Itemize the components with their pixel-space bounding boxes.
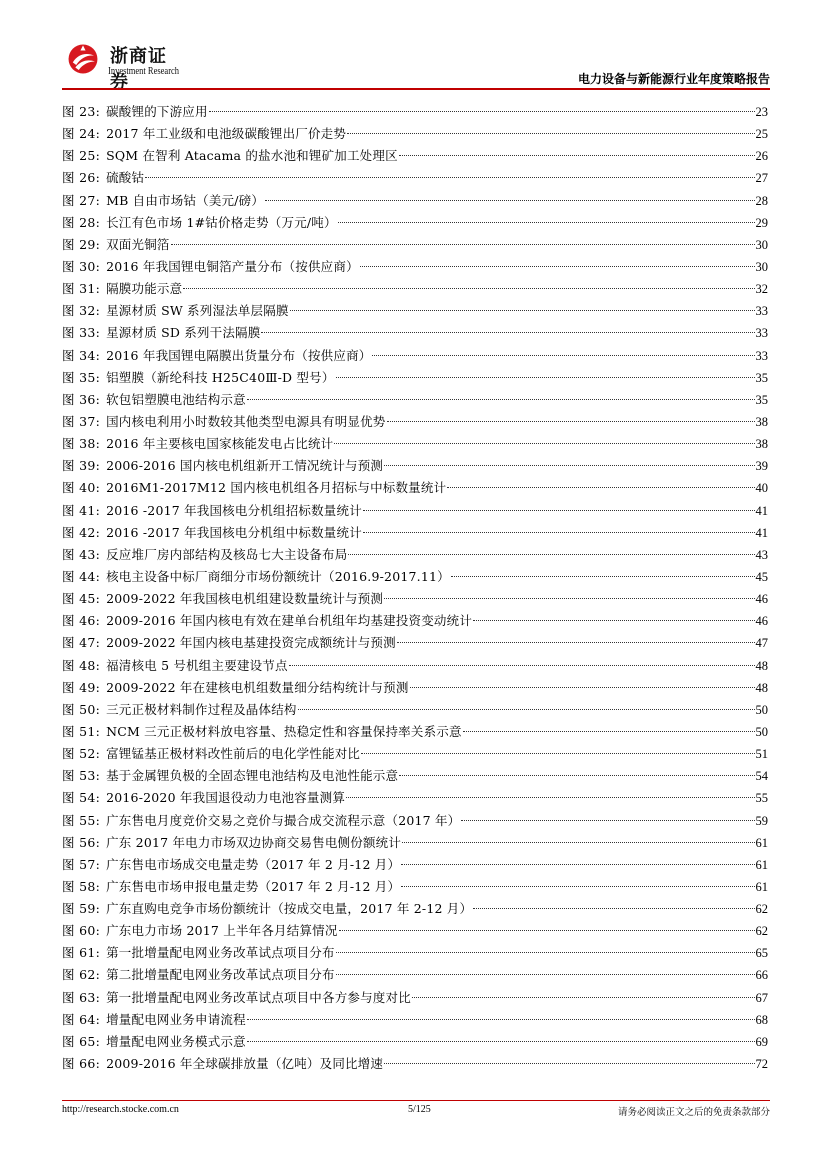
- toc-entry-page: 29: [755, 215, 768, 230]
- toc-entry-label: 图 64:: [62, 1011, 101, 1027]
- toc-entry-page: 41: [755, 525, 768, 540]
- toc-entry-page: 39: [755, 459, 768, 474]
- toc-dot-leader: [410, 687, 755, 688]
- toc-entry-title: 2009-2022 年在建核电机组数量细分结构统计与预测: [106, 679, 409, 695]
- toc-entry-page: 35: [755, 370, 768, 385]
- toc-entry[interactable]: [62, 212, 768, 234]
- toc-dot-leader: [290, 310, 755, 311]
- toc-entry-label: 图 62:: [62, 967, 101, 983]
- toc-entry-title: 核电主设备中标厂商细分市场份额统计（2016.9-2017.11）: [106, 568, 450, 584]
- toc-dot-leader: [463, 731, 755, 732]
- toc-entry-title: 2009-2016 年全球碳排放量（亿吨）及同比增速: [106, 1056, 384, 1072]
- toc-entry-label: 图 44:: [62, 568, 101, 584]
- toc-entry[interactable]: [62, 190, 768, 212]
- toc-entry-title: MB 自由市场钴（美元/磅）: [106, 192, 265, 208]
- toc-entry-title: 2009-2022 年国内核电基建投资完成额统计与预测: [106, 635, 396, 651]
- toc-entry-page: 33: [755, 304, 768, 319]
- toc-dot-leader: [384, 1063, 754, 1064]
- toc-entry[interactable]: [62, 876, 768, 898]
- toc-dot-leader: [361, 753, 754, 754]
- toc-entry-label: 图 30:: [62, 258, 101, 274]
- toc-dot-leader: [360, 266, 755, 267]
- toc-dot-leader: [473, 908, 754, 909]
- toc-entry[interactable]: [62, 920, 768, 942]
- toc-entry-title: 2016 年我国锂电隔膜出货量分布（按供应商）: [106, 347, 372, 363]
- toc-entry-page: 61: [755, 857, 768, 872]
- toc-entry-title: 星源材质 SD 系列干法隔膜: [106, 325, 261, 341]
- toc-entry-page: 43: [755, 547, 768, 562]
- toc-entry-page: 67: [755, 990, 768, 1005]
- toc-dot-leader: [336, 952, 755, 953]
- toc-entry[interactable]: [62, 522, 768, 544]
- toc-dot-leader: [338, 222, 755, 223]
- toc-entry-title: NCM 三元正极材料放电容量、热稳定性和容量保持率关系示意: [106, 723, 462, 739]
- toc-entry[interactable]: [62, 610, 768, 632]
- toc-dot-leader: [363, 532, 755, 533]
- toc-entry-label: 图 47:: [62, 635, 101, 651]
- toc-entry-title: 碳酸锂的下游应用: [106, 104, 208, 119]
- toc-entry-label: 图 63:: [62, 989, 101, 1005]
- toc-entry-label: 图 33:: [62, 325, 101, 341]
- toc-entry-label: 图 25:: [62, 148, 101, 164]
- toc-entry-page: 45: [755, 569, 768, 584]
- logo-company-name: 浙商证券: [110, 46, 167, 93]
- toc-entry-label: 图 36:: [62, 391, 101, 407]
- toc-entry-title: 2016 年我国锂电铜箔产量分布（按供应商）: [106, 258, 359, 274]
- toc-entry-label: 图 34:: [62, 347, 101, 363]
- toc-entry-label: 图 37:: [62, 413, 101, 429]
- toc-entry-page: 51: [755, 747, 768, 762]
- toc-entry-title: SQM 在智利 Atacama 的盐水池和锂矿加工处理区: [106, 148, 398, 164]
- toc-entry-label: 图 55:: [62, 812, 101, 828]
- toc-entry-page: 30: [755, 237, 768, 252]
- toc-dot-leader: [399, 155, 755, 156]
- page-footer: [62, 1104, 770, 1120]
- toc-entry[interactable]: [62, 765, 768, 787]
- toc-entry-title: 广东 2017 年电力市场双边协商交易售电侧份额统计: [106, 834, 402, 850]
- toc-entry-page: 55: [755, 791, 768, 806]
- toc-entry[interactable]: [62, 256, 768, 278]
- toc-entry-title: 第二批增量配电网业务改革试点项目分布: [106, 967, 335, 983]
- toc-entry-title: 广东电力市场 2017 上半年各月结算情况: [106, 923, 338, 939]
- toc-entry-title: 广东售电月度竞价交易之竞价与撮合成交流程示意（2017 年）: [106, 812, 461, 828]
- toc-entry-title: 增量配电网业务申请流程: [106, 1011, 246, 1027]
- figure-list: [62, 101, 768, 1075]
- toc-entry-page: 46: [755, 614, 768, 629]
- toc-entry[interactable]: [62, 278, 768, 300]
- toc-entry-page: 54: [755, 769, 768, 784]
- toc-dot-leader: [183, 288, 754, 289]
- toc-entry[interactable]: [62, 322, 768, 344]
- toc-entry-label: 图 41:: [62, 502, 101, 518]
- footer-divider: [62, 1100, 770, 1101]
- toc-entry-page: 62: [755, 902, 768, 917]
- toc-entry-title: 2016 -2017 年我国核电分机组招标数量统计: [106, 502, 362, 518]
- toc-dot-leader: [265, 200, 754, 201]
- toc-dot-leader: [261, 332, 754, 333]
- toc-dot-leader: [247, 1041, 755, 1042]
- toc-entry-title: 福清核电 5 号机组主要建设节点: [106, 657, 288, 673]
- toc-entry[interactable]: [62, 898, 768, 920]
- toc-entry-title: 星源材质 SW 系列湿法单层隔膜: [106, 303, 289, 319]
- toc-entry-page: 69: [755, 1034, 768, 1049]
- toc-entry[interactable]: [62, 964, 768, 986]
- toc-dot-leader: [346, 797, 754, 798]
- toc-dot-leader: [384, 598, 754, 599]
- toc-entry-page: 50: [755, 702, 768, 717]
- toc-entry-page: 38: [755, 414, 768, 429]
- toc-entry[interactable]: [62, 810, 768, 832]
- toc-entry[interactable]: [62, 1031, 768, 1053]
- toc-entry-page: 23: [755, 105, 768, 119]
- toc-entry-label: 图 45:: [62, 591, 101, 607]
- toc-entry-label: 图 39:: [62, 458, 101, 474]
- toc-entry-title: 硫酸钴: [106, 170, 145, 186]
- toc-entry-title: 反应堆厂房内部结构及核岛七大主设备布局: [106, 546, 348, 562]
- toc-entry-label: 图 56:: [62, 834, 101, 850]
- toc-dot-leader: [401, 886, 754, 887]
- toc-entry-label: 图 43:: [62, 546, 101, 562]
- toc-entry-page: 46: [755, 592, 768, 607]
- toc-entry-title: 长江有色市场 1#钴价格走势（万元/吨）: [106, 214, 337, 230]
- toc-entry-title: 2016-2020 年我国退役动力电池容量测算: [106, 790, 346, 806]
- toc-entry-page: 40: [755, 481, 768, 496]
- toc-entry-label: 图 42:: [62, 524, 101, 540]
- toc-entry-title: 2016 -2017 年我国核电分机组中标数量统计: [106, 524, 362, 540]
- page-header: [62, 40, 770, 93]
- toc-entry-title: 第一批增量配电网业务改革试点项目分布: [106, 945, 335, 961]
- toc-entry-label: 图 58:: [62, 878, 101, 894]
- toc-dot-leader: [145, 177, 754, 178]
- toc-entry[interactable]: [62, 1053, 768, 1075]
- toc-entry-page: 61: [755, 879, 768, 894]
- toc-entry-page: 33: [755, 348, 768, 363]
- toc-dot-leader: [451, 576, 755, 577]
- toc-entry-title: 2016M1-2017M12 国内核电机组各月招标与中标数量统计: [106, 480, 447, 496]
- toc-entry-page: 32: [755, 282, 768, 297]
- toc-entry-title: 广东售电市场申报电量走势（2017 年 2 月-12 月）: [106, 878, 401, 894]
- report-title: 电力设备与新能源行业年度策略报告: [577, 72, 770, 86]
- toc-entry-title: 隔膜功能示意: [106, 281, 183, 297]
- toc-entry[interactable]: [62, 699, 768, 721]
- toc-entry-page: 65: [755, 946, 768, 961]
- toc-entry-title: 广东售电市场成交电量走势（2017 年 2 月-12 月）: [106, 856, 401, 872]
- toc-entry-label: 图 54:: [62, 790, 101, 806]
- toc-dot-leader: [347, 133, 754, 134]
- toc-entry[interactable]: [62, 477, 768, 499]
- toc-dot-leader: [289, 665, 755, 666]
- logo-company-subtitle: Investment Research: [108, 66, 180, 77]
- toc-entry-label: 图 26:: [62, 170, 101, 186]
- toc-entry-title: 2016 年主要核电国家核能发电占比统计: [106, 436, 334, 452]
- toc-entry-label: 图 40:: [62, 480, 101, 496]
- toc-entry-label: 图 60:: [62, 923, 101, 939]
- toc-dot-leader: [447, 487, 754, 488]
- toc-entry[interactable]: [62, 500, 768, 522]
- toc-dot-leader: [372, 355, 754, 356]
- toc-dot-leader: [387, 421, 755, 422]
- toc-entry[interactable]: [62, 345, 768, 367]
- toc-dot-leader: [209, 111, 755, 112]
- toc-entry[interactable]: [62, 942, 768, 964]
- toc-entry-label: 图 27:: [62, 192, 101, 208]
- toc-entry-label: 图 23:: [62, 104, 101, 119]
- toc-entry-label: 图 46:: [62, 613, 101, 629]
- toc-entry[interactable]: [62, 300, 768, 322]
- toc-entry-label: 图 66:: [62, 1056, 101, 1072]
- toc-entry-page: 26: [755, 149, 768, 164]
- toc-dot-leader: [336, 974, 755, 975]
- toc-entry[interactable]: [62, 677, 768, 699]
- toc-entry-title: 第一批增量配电网业务改革试点项目中各方参与度对比: [106, 989, 411, 1005]
- toc-entry-title: 三元正极材料制作过程及晶体结构: [106, 701, 297, 717]
- toc-entry-label: 图 53:: [62, 768, 101, 784]
- toc-entry-title: 铝塑膜（新纶科技 H25C40Ⅲ-D 型号）: [106, 369, 335, 385]
- toc-entry[interactable]: [62, 655, 768, 677]
- toc-entry-label: 图 50:: [62, 701, 101, 717]
- toc-entry[interactable]: [62, 234, 768, 256]
- toc-entry[interactable]: [62, 411, 768, 433]
- toc-entry[interactable]: [62, 123, 768, 145]
- toc-entry-page: 66: [755, 968, 768, 983]
- toc-entry-page: 62: [755, 924, 768, 939]
- toc-entry[interactable]: [62, 167, 768, 189]
- toc-dot-leader: [412, 997, 755, 998]
- toc-dot-leader: [384, 465, 754, 466]
- header-divider: [62, 88, 770, 90]
- toc-entry-label: 图 32:: [62, 303, 101, 319]
- toc-entry[interactable]: [62, 787, 768, 809]
- toc-entry-label: 图 51:: [62, 723, 101, 739]
- toc-dot-leader: [247, 399, 755, 400]
- toc-entry-label: 图 35:: [62, 369, 101, 385]
- toc-dot-leader: [363, 510, 755, 511]
- toc-entry-label: 图 52:: [62, 746, 101, 762]
- toc-entry-page: 48: [755, 680, 768, 695]
- toc-entry[interactable]: [62, 389, 768, 411]
- toc-entry-label: 图 28:: [62, 214, 101, 230]
- toc-dot-leader: [399, 775, 754, 776]
- toc-entry-title: 国内核电利用小时数较其他类型电源具有明显优势: [106, 413, 386, 429]
- toc-dot-leader: [348, 554, 754, 555]
- toc-entry-page: 33: [755, 326, 768, 341]
- toc-entry-title: 基于金属锂负极的全固态锂电池结构及电池性能示意: [106, 768, 399, 784]
- toc-entry-page: 35: [755, 392, 768, 407]
- toc-entry-page: 25: [755, 127, 768, 142]
- footer-disclaimer-note: 请务必阅读正文之后的免责条款部分: [617, 1107, 770, 1118]
- toc-entry-page: 48: [755, 658, 768, 673]
- toc-entry-label: 图 31:: [62, 281, 101, 297]
- toc-entry-page: 68: [755, 1012, 768, 1027]
- toc-dot-leader: [397, 642, 755, 643]
- company-logo: [62, 40, 182, 93]
- toc-dot-leader: [334, 443, 754, 444]
- toc-dot-leader: [402, 842, 754, 843]
- toc-entry-label: 图 24:: [62, 126, 101, 142]
- toc-entry-label: 图 29:: [62, 236, 101, 252]
- toc-entry-title: 增量配电网业务模式示意: [106, 1033, 246, 1049]
- toc-entry[interactable]: [62, 367, 768, 389]
- toc-entry-label: 图 61:: [62, 945, 101, 961]
- toc-entry-page: 28: [755, 193, 768, 208]
- toc-entry-page: 50: [755, 724, 768, 739]
- toc-entry[interactable]: [62, 433, 768, 455]
- toc-entry-title: 2006-2016 国内核电机组新开工情况统计与预测: [106, 458, 384, 474]
- toc-entry[interactable]: [62, 588, 768, 610]
- toc-entry-title: 广东直购电竞争市场份额统计（按成交电量，2017 年 2-12 月）: [106, 901, 473, 917]
- logo-mark-icon: [66, 42, 100, 76]
- footer-url[interactable]: http://research.stocke.com.cn: [62, 1104, 179, 1115]
- toc-entry-label: 图 49:: [62, 679, 101, 695]
- toc-entry[interactable]: [62, 1009, 768, 1031]
- toc-entry-label: 图 57:: [62, 856, 101, 872]
- toc-entry[interactable]: [62, 632, 768, 654]
- toc-entry[interactable]: [62, 544, 768, 566]
- toc-entry-title: 2009-2016 年国内核电有效在建单台机组年均基建投资变动统计: [106, 613, 473, 629]
- toc-dot-leader: [401, 864, 754, 865]
- toc-dot-leader: [171, 244, 755, 245]
- toc-entry[interactable]: [62, 721, 768, 743]
- toc-entry-page: 61: [755, 835, 768, 850]
- toc-dot-leader: [461, 820, 754, 821]
- toc-entry[interactable]: [62, 101, 768, 123]
- toc-entry-page: 38: [755, 437, 768, 452]
- toc-entry-title: 2009-2022 年我国核电机组建设数量统计与预测: [106, 591, 384, 607]
- toc-entry-page: 30: [755, 259, 768, 274]
- toc-entry-page: 59: [755, 813, 768, 828]
- toc-entry-label: 图 48:: [62, 657, 101, 673]
- toc-entry[interactable]: [62, 854, 768, 876]
- toc-dot-leader: [247, 1019, 755, 1020]
- toc-entry[interactable]: [62, 145, 768, 167]
- toc-entry-title: 2017 年工业级和电池级碳酸锂出厂价走势: [106, 126, 347, 142]
- footer-page-number: 5/125: [408, 1104, 431, 1115]
- toc-entry[interactable]: [62, 743, 768, 765]
- toc-entry[interactable]: [62, 566, 768, 588]
- toc-entry-title: 富锂锰基正极材料改性前后的电化学性能对比: [106, 746, 361, 762]
- toc-dot-leader: [339, 930, 755, 931]
- toc-entry[interactable]: [62, 832, 768, 854]
- toc-entry-page: 47: [755, 636, 768, 651]
- toc-entry-title: 软包铝塑膜电池结构示意: [106, 391, 246, 407]
- toc-dot-leader: [336, 377, 755, 378]
- toc-entry[interactable]: [62, 455, 768, 477]
- toc-entry-page: 72: [755, 1057, 768, 1072]
- toc-entry[interactable]: [62, 987, 768, 1009]
- toc-dot-leader: [473, 620, 754, 621]
- toc-entry-label: 图 59:: [62, 901, 101, 917]
- toc-entry-label: 图 65:: [62, 1033, 101, 1049]
- toc-dot-leader: [298, 709, 755, 710]
- toc-entry-page: 41: [755, 503, 768, 518]
- toc-entry-label: 图 38:: [62, 436, 101, 452]
- toc-entry-page: 27: [755, 171, 768, 186]
- toc-entry-title: 双面光铜箔: [106, 236, 170, 252]
